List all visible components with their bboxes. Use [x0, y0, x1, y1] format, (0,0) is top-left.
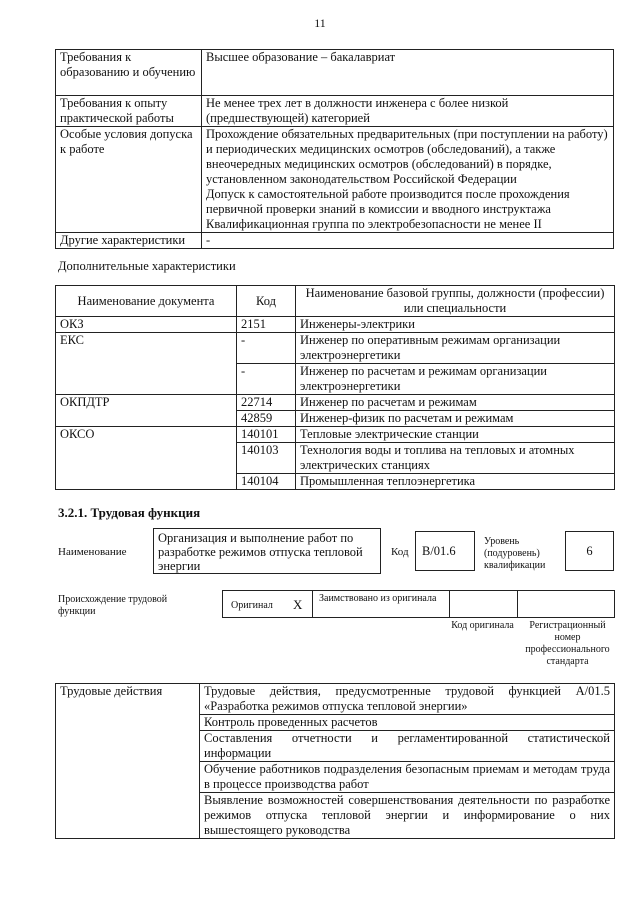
doc-okz: ОКЗ: [56, 317, 237, 333]
actions-label: Трудовые действия: [56, 684, 200, 839]
code-cell: 140101: [237, 427, 296, 443]
table-row: [56, 96, 614, 127]
function-name-box: Организация и выполнение работ по разработке режимов отпуска тепловой энергии: [153, 528, 381, 574]
req-value-special: [202, 127, 614, 233]
req-special-line-2: Допуск к самостоятельной работе производится после прохождения первичной проверки знаний в комиссии и вводного инструктажа: [206, 187, 570, 216]
req-label-experience: Требования к опыту практической работы: [56, 96, 202, 127]
table-row: [56, 127, 614, 233]
name-cell: Инженер по расчетам и режимам: [296, 395, 615, 411]
code-cell: 22714: [237, 395, 296, 411]
table-row: [56, 333, 615, 364]
header-name: Наименование базовой группы, должности (профессии) или специальности: [296, 286, 615, 317]
table-row: [56, 286, 615, 317]
code-cell: -: [237, 333, 296, 364]
doc-okpdtr: ОКПДТР: [56, 395, 237, 427]
code-original-label: Код оригинала: [451, 620, 514, 631]
doc-eks: ЕКС: [56, 333, 237, 395]
name-cell: Технология воды и топлива на тепловых и атомных электрических станциях: [296, 443, 615, 474]
name-label: Наименование: [58, 546, 127, 558]
req-special-line-1: Прохождение обязательных предварительных (при поступлении на работу) и периодических медицинских осмотров (обследований), а также внеочередных медицинских осмотров (обследований) в порядке, установленном законодательством Российской Федерации: [206, 127, 608, 186]
table-row: [56, 395, 615, 411]
name-cell: Инженеры-электрики: [296, 317, 615, 333]
level-label: Уровень (подуровень) квалификации: [484, 536, 546, 571]
function-code-box: B/01.6: [415, 531, 475, 571]
action-item: Контроль проведенных расчетов: [200, 715, 615, 731]
level-box: 6: [565, 531, 614, 571]
name-cell: Инженер по оперативным режимам организации электроэнергетики: [296, 333, 615, 364]
reg-number-label: Регистрационный номер профессионального стандарта: [525, 620, 610, 667]
divider: [517, 591, 518, 617]
code-cell: 42859: [237, 411, 296, 427]
table-row: [56, 50, 614, 96]
borrowed-label: Заимствовано из оригинала: [319, 593, 437, 604]
req-value-education: Высшее образование – бакалавриат: [202, 50, 614, 96]
name-cell: Инженер по расчетам и режимам организации электроэнергетики: [296, 364, 615, 395]
table-row: [56, 317, 615, 333]
action-item: Составления отчетности и регламентированной статистической информации: [200, 731, 615, 762]
code-cell: 140104: [237, 474, 296, 490]
divider: [312, 591, 313, 617]
function-heading: 3.2.1. Трудовая функция: [58, 505, 201, 520]
req-value-other: -: [202, 233, 614, 249]
actions-table: [55, 683, 615, 839]
table-row: [56, 427, 615, 443]
table-row: [56, 233, 614, 249]
additional-table: [55, 285, 615, 490]
name-cell: Тепловые электрические станции: [296, 427, 615, 443]
additional-title: Дополнительные характеристики: [58, 259, 236, 273]
req-label-special: Особые условия допуска к работе: [56, 127, 202, 233]
req-label-other: Другие характеристики: [56, 233, 202, 249]
action-item: Обучение работников подразделения безопасным приемам и методам труда в процессе производства работ: [200, 762, 615, 793]
origin-label: Происхождение трудовой функции: [58, 594, 168, 617]
req-special-line-3: Квалификационная группа по электробезопасности не менее II: [206, 217, 542, 231]
origin-box: [222, 590, 615, 618]
original-label: Оригинал: [231, 600, 273, 611]
requirements-table: [55, 49, 614, 249]
code-label: Код: [391, 546, 409, 558]
original-mark: X: [293, 597, 303, 612]
page-number: 11: [314, 16, 326, 30]
req-label-education: Требования к образованию и обучению: [56, 50, 202, 96]
header-doc: Наименование документа: [56, 286, 237, 317]
table-row: [56, 684, 615, 715]
name-cell: Промышленная теплоэнергетика: [296, 474, 615, 490]
doc-okso: ОКСО: [56, 427, 237, 490]
name-cell: Инженер-физик по расчетам и режимам: [296, 411, 615, 427]
action-item: Трудовые действия, предусмотренные трудовой функцией А/01.5 «Разработка режимов отпуска тепловой энергии»: [200, 684, 615, 715]
code-cell: 140103: [237, 443, 296, 474]
code-cell: 2151: [237, 317, 296, 333]
header-code: Код: [237, 286, 296, 317]
req-value-experience: Не менее трех лет в должности инженера с более низкой (предшествующей) категорией: [202, 96, 614, 127]
code-cell: -: [237, 364, 296, 395]
action-item: Выявление возможностей совершенствования деятельности по разработке режимов отпуска тепловой энергии и информирование о них вышестоящего руководства: [200, 793, 615, 839]
divider: [449, 591, 450, 617]
